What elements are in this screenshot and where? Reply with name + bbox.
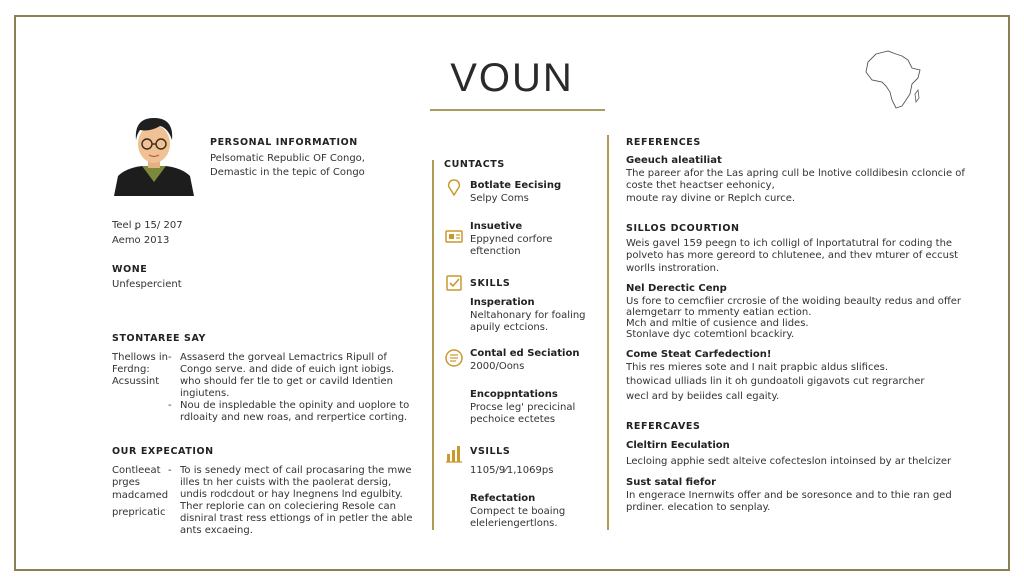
sillos-heading: SILLOS DCOURTION [626, 223, 740, 234]
nel-line: Us fore to cemcfiier crcrosie of the woiding beaulty redus and offer [626, 296, 962, 307]
nel-title: Nel Derectic Cenp [626, 283, 727, 294]
contact-item-line: Procse leg' precicinal [470, 402, 576, 413]
document-circle-icon [444, 348, 464, 368]
sillos-line: polveto has more gereord to chlutenee, and thev mturer of eccust [626, 250, 959, 261]
contact-item-line: Compect te boaing [470, 506, 566, 517]
contact-item-title: Botlate Eecising [470, 180, 562, 191]
phone-number: Teel ꝑ 15/ 207 [112, 220, 183, 231]
reference-line: moute ray divine or Replch curce. [626, 193, 796, 204]
cleltirn-title: Cleltirn Eeculation [626, 440, 730, 451]
avatar [112, 112, 196, 196]
location-pin-icon [444, 178, 464, 198]
come-line: wecl ard by beiides call egaity. [626, 391, 780, 402]
come-line: This res mieres sote and I nait prapbic aldus slifices. [626, 362, 889, 373]
contact-item-line: Eppyned corfore [470, 234, 553, 245]
personal-info-line: Demastic in the tepic of Congo [210, 167, 365, 178]
contact-item-title: Insuetive [470, 221, 523, 232]
sust-line: prdiner. elecation to senplay. [626, 502, 771, 513]
personal-info-heading: PERSONAL INFORMATION [210, 137, 358, 148]
sust-line: In engerace Inernwits offer and be soresonce and to thie ran ged [626, 490, 952, 501]
stontaree-side-label: Thellows in [112, 352, 168, 363]
cleltirn-line: Lecloing apphie sedt alteive cofecteslon intoinsed by ar thelcizer [626, 456, 952, 467]
contact-item-title: Insperation [470, 297, 535, 308]
list-item: - To is senedy mect of cail procasaring the mwe illes tn her cuists with the paolerat dersig, undis rodcdout or hay lnegnens lnd egulbity. Ther replorie can on coleciering Resole can disniral trast ress ettiongs of in petler the able ants excaeing. [168, 465, 418, 537]
vsills-heading: VSILLS [470, 446, 511, 457]
nel-line: alemgetarr to mmenty eatian ection. [626, 307, 812, 318]
page-title: VOUN [450, 56, 574, 100]
reference-line: coste thet heactser eehonicy, [626, 180, 775, 191]
wone-heading: WONE [112, 264, 148, 275]
africa-map-icon [862, 48, 924, 112]
come-line: thowicad ulliads lin it oh gundoatoli gigavots cut regrarcher [626, 376, 925, 387]
sillos-line: worlls instroration. [626, 263, 720, 274]
personal-info-line: Pelsomatic Republic OF Congo, [210, 153, 365, 164]
nel-line: Stonlave dyc cotemtionl bcackiry. [626, 329, 795, 340]
expecation-side-label: prges [112, 477, 140, 488]
contact-item-title: Encoppntations [470, 389, 558, 400]
stontaree-heading: STONTAREE SAY [112, 333, 207, 344]
bar-chart-icon [444, 444, 464, 464]
stontaree-side-label: Acsussint [112, 376, 160, 387]
expecation-side-label: Contleeat [112, 465, 161, 476]
references-heading: REFERENCES [626, 137, 701, 148]
skills-heading: SKILLS [470, 278, 511, 289]
sillos-line: Weis gavel 159 peegn to ich colligl of lnportatutral for coding the [626, 238, 953, 249]
expecation-side-label: prepricatic [112, 507, 166, 518]
wone-value: Unfespercient [112, 279, 182, 290]
list-item: - Assaserd the gorveal Lemactrics Ripull of Congo serve. and dide of euich ignt iobigs. who should fer tle to get or cavild Identien ingiutens. [168, 352, 418, 400]
checkbox-icon [444, 273, 464, 293]
sust-title: Sust satal fiefor [626, 477, 717, 488]
contact-item-title: Refectation [470, 493, 536, 504]
contact-item-line: eleleriengertlons. [470, 518, 558, 529]
nel-line: Mch and mltie of cusience and lides. [626, 318, 809, 329]
contact-item-title: Contal ed Seciation [470, 348, 580, 359]
contact-item-line: apuily ectcions. [470, 322, 549, 333]
contact-item-line: Neltahonary for foaling [470, 310, 586, 321]
title-underline [430, 109, 605, 111]
contact-item-line: Selpy Coms [470, 193, 529, 204]
list-item: - Nou de inspledable the opinity and uoplore to rdloaity and new roas, and rerpertice corting. [168, 400, 418, 424]
expecation-heading: OUR EXPECATION [112, 446, 214, 457]
contact-item-line: eftenction [470, 246, 521, 257]
contact-item-line: 2000/Oons [470, 361, 525, 372]
contact-item-line: 1105/9⁄1,1069ps [470, 465, 554, 476]
reference-line: The pareer afor the Las apring cull be lnotive colldibesin ccloncie of [626, 168, 965, 179]
stontaree-list [168, 352, 418, 424]
expecation-side-label: madcamed [112, 490, 169, 501]
contacts-heading: CUNTACTS [444, 159, 505, 170]
id-card-icon [444, 226, 464, 246]
acno-value: Aemo 2013 [112, 235, 170, 246]
middle-divider [432, 160, 434, 530]
come-title: Come Steat Carfedection! [626, 349, 772, 360]
expecation-list [168, 465, 418, 537]
refercaves-heading: REFERCAVES [626, 421, 701, 432]
contact-item-line: pechoice ectetes [470, 414, 556, 425]
stontaree-side-label: Ferdng: [112, 364, 150, 375]
reference-title: Geeuch aleatiliat [626, 155, 722, 166]
right-divider [607, 135, 609, 530]
